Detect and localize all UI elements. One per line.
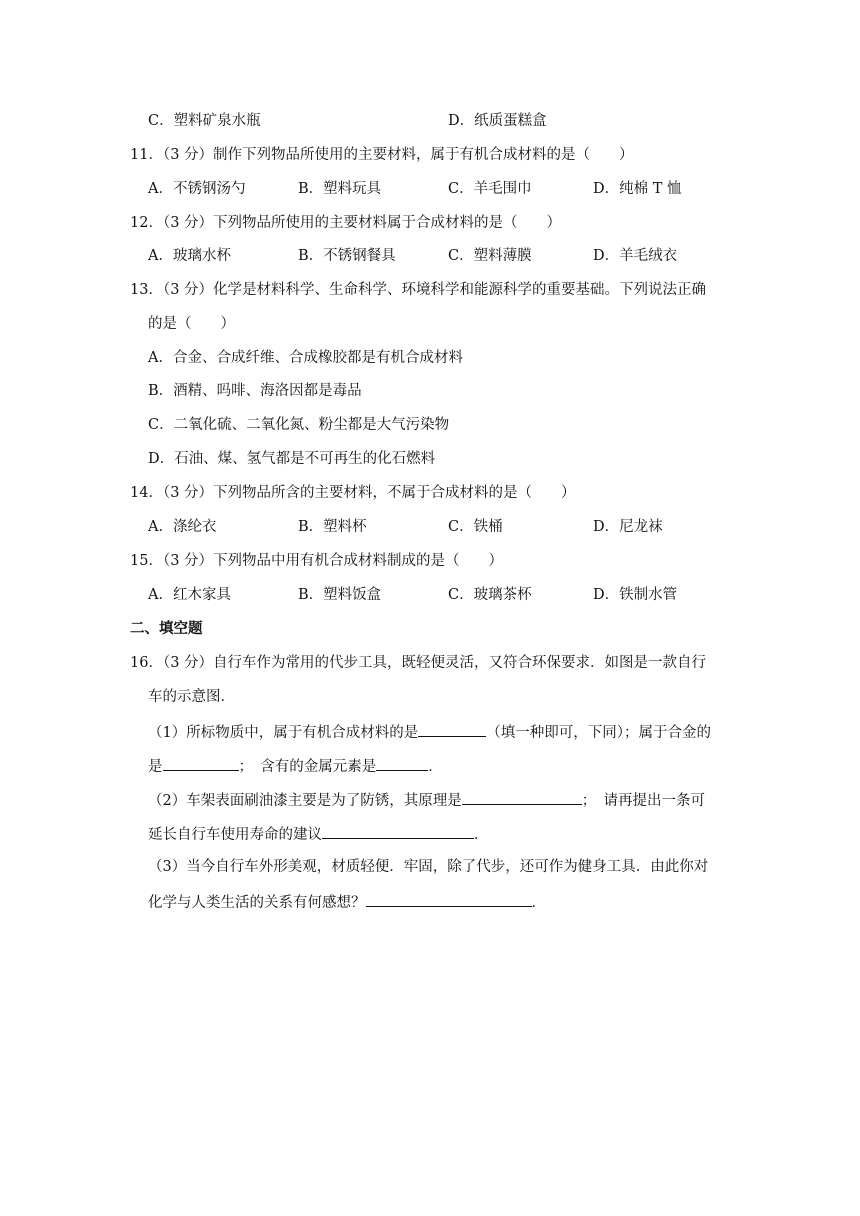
q13-option-a: A．合金、合成纤维、合成橡胶都是有机合成材料 xyxy=(148,350,463,366)
q15-option-d: D．铁制水管 xyxy=(593,587,678,603)
answer-blank-lifespan-suggestion[interactable] xyxy=(322,823,474,839)
q16-stem-line1: 16．（3 分）自行车作为常用的代步工具，既轻便灵活，又符合环保要求．如图是一款自行 xyxy=(130,655,707,671)
q12-option-c: C．塑料薄膜 xyxy=(448,248,532,264)
q16-part2-text-d: ． xyxy=(474,827,489,843)
q14-option-a: A．涤纶衣 xyxy=(148,519,217,535)
q13-option-d: D．石油、煤、氢气都是不可再生的化石燃料 xyxy=(148,451,436,467)
q12-option-a: A．玻璃水杯 xyxy=(148,248,231,264)
q15-option-b: B．塑料饭盒 xyxy=(298,587,382,603)
q14-stem: 14．（3 分）下列物品所含的主要材料，不属于合成材料的是（ ） xyxy=(130,485,576,501)
q16-part2-text-a: （2）车架表面刷油漆主要是为了防锈，其原理是 xyxy=(148,793,462,809)
answer-blank-rust-principle[interactable] xyxy=(462,789,582,805)
q10-option-d: D．纸质蛋糕盒 xyxy=(448,113,547,129)
q11-stem: 11．（3 分）制作下列物品所使用的主要材料，属于有机合成材料的是（ ） xyxy=(130,147,634,163)
q12-option-d: D．羊毛绒衣 xyxy=(593,248,678,264)
q16-part2-text-c: 延长自行车使用寿命的建议 xyxy=(148,827,322,843)
q16-part3-line1: （3）当今自行车外形美观，材质轻便．牢固，除了代步，还可作为健身工具．由此你对 xyxy=(148,859,709,875)
q11-option-a: A．不锈钢汤勺 xyxy=(148,181,246,197)
q16-part2-line2 xyxy=(148,823,489,845)
q11-option-d: D．纯棉 T 恤 xyxy=(593,181,682,197)
q16-part2-text-b: ； 请再提出一条可 xyxy=(581,793,705,809)
q10-option-c: C．塑料矿泉水瓶 xyxy=(148,113,261,129)
q16-part1-text-e: ． xyxy=(428,759,443,775)
q16-stem-line2: 车的示意图． xyxy=(148,689,235,705)
q16-part1-line1 xyxy=(148,721,711,743)
answer-blank-metal-element[interactable] xyxy=(376,755,428,771)
q15-option-c: C．玻璃茶杯 xyxy=(448,587,532,603)
q16-part3-text-c: ． xyxy=(531,895,546,911)
q12-stem: 12．（3 分）下列物品所使用的主要材料属于合成材料的是（ ） xyxy=(130,215,562,231)
q16-part1-text-c: 是 xyxy=(148,759,163,775)
q13-option-c: C．二氧化硫、二氧化氮、粉尘都是大气污染物 xyxy=(148,417,450,433)
q16-part1-line2 xyxy=(148,755,443,777)
q16-part1-text-a: （1）所标物质中，属于有机合成材料的是 xyxy=(148,725,419,741)
q16-part3-text-b: 化学与人类生活的关系有何感想？ xyxy=(148,895,366,911)
q15-stem: 15．（3 分）下列物品中用有机合成材料制成的是（ ） xyxy=(130,553,504,569)
q16-part1-text-d: ； 含有的金属元素是 xyxy=(238,759,377,775)
q15-option-a: A．红木家具 xyxy=(148,587,231,603)
answer-blank-organic-material[interactable] xyxy=(418,721,486,737)
q13-stem-line1: 13．（3 分）化学是材料科学、生命科学、环境科学和能源科学的重要基础。下列说法正确 xyxy=(130,282,707,298)
q16-part2-line1 xyxy=(148,789,705,811)
q14-option-b: B．塑料杯 xyxy=(298,519,367,535)
q16-part1-text-b: （填一种即可，下同）；属于合金的 xyxy=(486,725,711,741)
answer-blank-alloy[interactable] xyxy=(163,755,239,771)
q12-option-b: B．不锈钢餐具 xyxy=(298,248,396,264)
q11-option-b: B．塑料玩具 xyxy=(298,181,382,197)
q14-option-d: D．尼龙袜 xyxy=(593,519,663,535)
q16-part3-line2 xyxy=(148,891,546,913)
q14-option-c: C．铁桶 xyxy=(448,519,503,535)
q13-option-b: B．酒精、吗啡、海洛因都是毒品 xyxy=(148,383,362,399)
answer-blank-reflection[interactable] xyxy=(366,891,532,907)
section-heading: 二、填空题 xyxy=(130,620,203,637)
q13-stem-line2: 的是（ ） xyxy=(148,316,235,332)
q11-option-c: C．羊毛围巾 xyxy=(448,181,532,197)
